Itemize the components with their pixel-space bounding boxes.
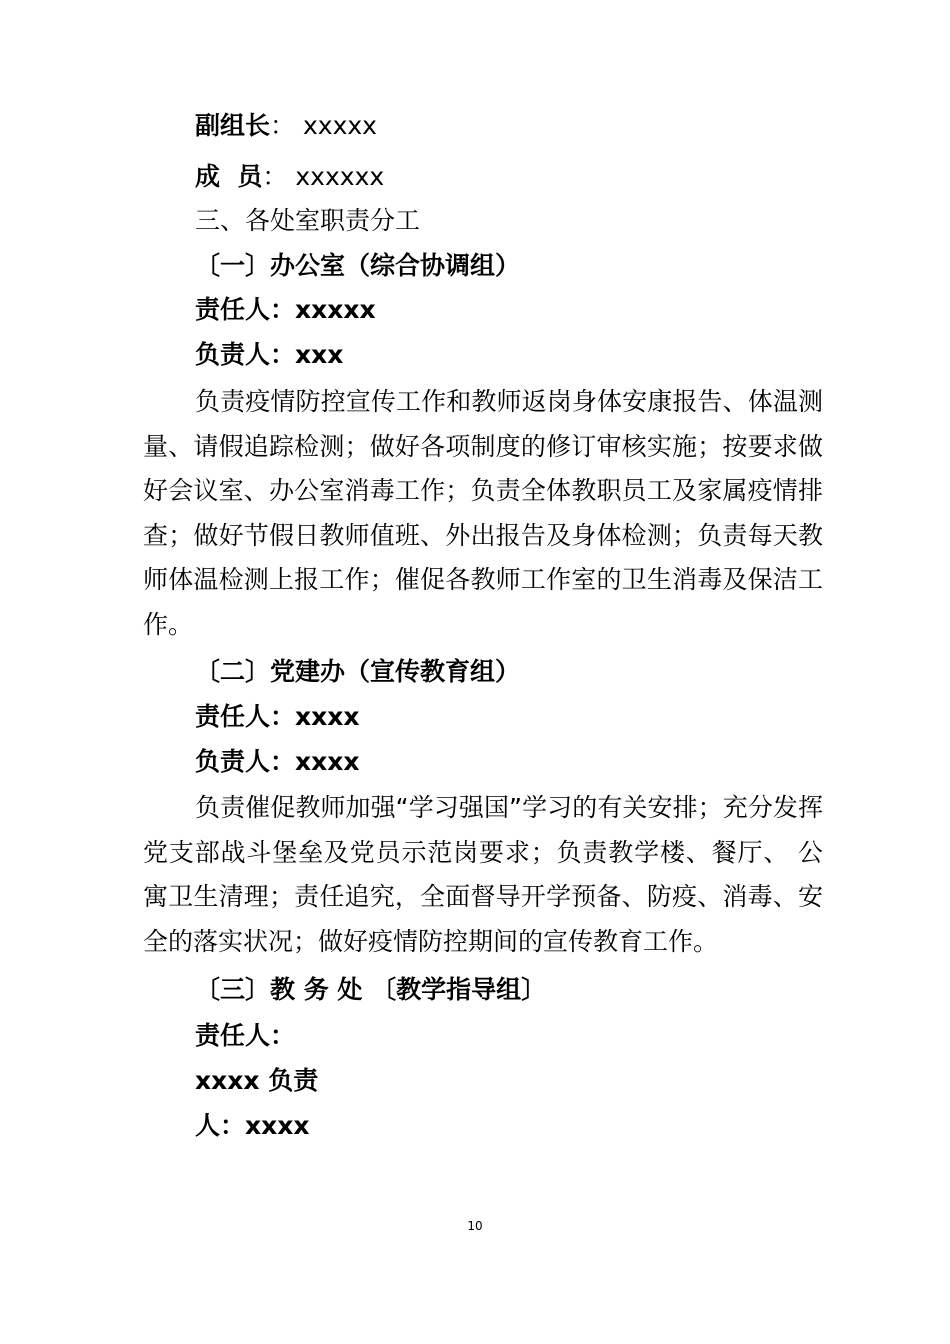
page-number: 10 bbox=[467, 1219, 483, 1233]
members-value: xxxxxx bbox=[287, 162, 385, 191]
academic-responsible-value: xxxx 负责 bbox=[195, 1066, 319, 1095]
academic-in-charge: 人：xxxx bbox=[195, 1111, 310, 1140]
deputy-leader-line bbox=[195, 111, 377, 141]
party-in-charge: 负责人：xxxx bbox=[195, 747, 360, 776]
office-responsible: 责任人：xxxxx bbox=[195, 295, 376, 324]
office-duties: 负责疫情防控宣传工作和教师返岗身体安康报告、体温测量、请假追踪检测；做好各项制度的修订审核实施；按要求做好会议室、办公室消毒工作；负责全体教职员工及家属疫情排查；做好节假日教师值班、外出报告及身体检测；负责每天教师体温检测上报工作；催促各教师工作室的卫生消毒及保洁工作。 bbox=[143, 387, 823, 639]
section-three-title: 三、各处室职责分工 bbox=[195, 206, 421, 235]
office-in-charge: 负责人：xxx bbox=[195, 340, 344, 369]
academic-heading: 〔三〕教 务 处 〔教学指导组〕 bbox=[195, 975, 547, 1004]
deputy-leader-label: 副组长 bbox=[195, 111, 271, 140]
party-heading: 〔二〕党建办（宣传教育组） bbox=[195, 657, 521, 686]
party-responsible: 责任人：xxxx bbox=[195, 702, 360, 731]
party-duties: 负责催促教师加强“学习强国”学习的有关安排；充分发挥党支部战斗堡垒及党员示范岗要求；负责教学楼、餐厅、 公寓卫生清理；责任追究，全面督导开学预备、防疫、消毒、安全的落实状况；做好疫情防控期间的宣传教育工作。 bbox=[143, 793, 823, 956]
academic-responsible: 责任人： bbox=[195, 1021, 296, 1050]
deputy-leader-separator: ： bbox=[270, 111, 296, 140]
deputy-leader-value: xxxxx bbox=[295, 111, 377, 140]
members-separator: ： bbox=[262, 162, 288, 191]
office-heading: 〔一〕办公室（综合协调组） bbox=[195, 251, 521, 280]
members-label: 成 员 bbox=[195, 162, 263, 191]
members-line bbox=[195, 162, 384, 192]
